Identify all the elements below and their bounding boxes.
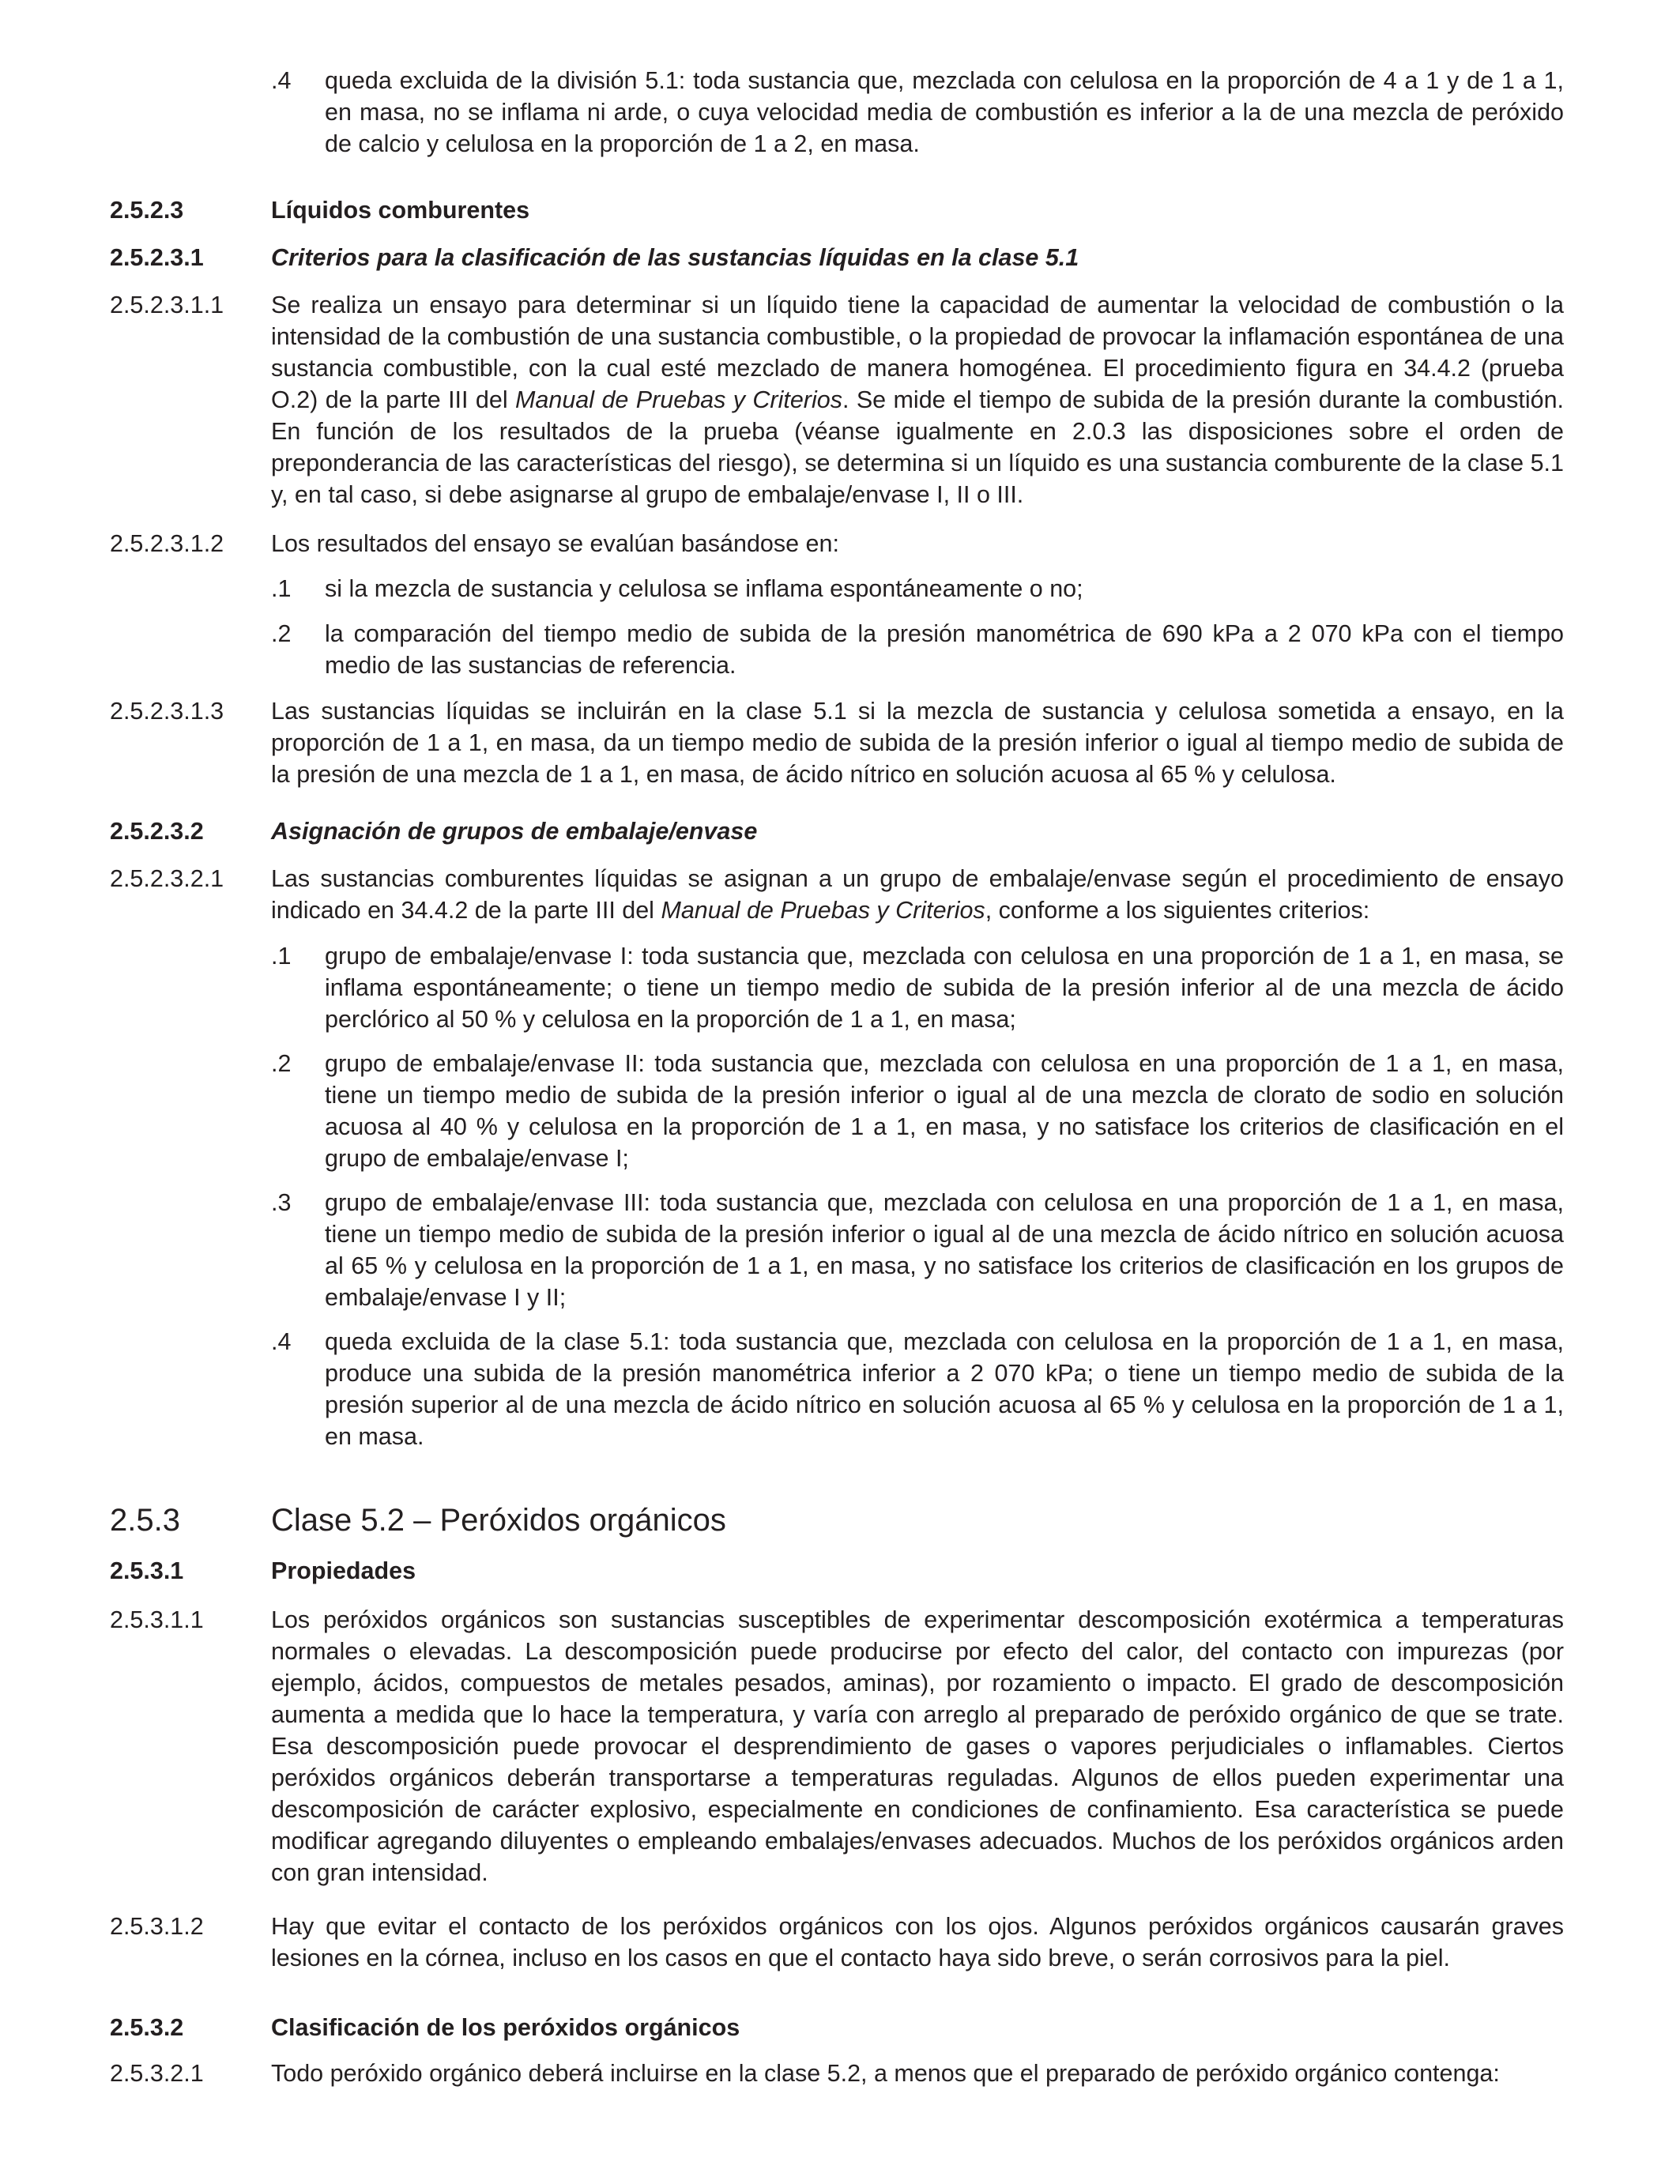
subsection-heading [110,242,1564,273]
section-number: 2.5.2.3.2 [110,818,204,845]
list-marker: .2 [271,1050,292,1077]
section-title: Criterios para la clasificación de las sustancias líquidas en la clase 5.1 [271,244,1079,271]
paragraph-number: 2.5.2.3.1.2 [110,530,224,557]
list-item-text: si la mezcla de sustancia y celulosa se inflama espontáneamente o no; [325,575,1083,602]
list-item-text: la comparación del tiempo medio de subida de la presión manométrica de 690 kPa a 2 070 kPa con el tiempo medio de las sustancias de referencia. [325,620,1564,679]
list-item-text: queda excluida de la división 5.1: toda sustancia que, mezclada con celulosa en la proporción de 4 a 1 y de 1 a 1, en masa, no se inflama ni arde, o cuya velocidad media de combustión es inferior a la de una mezcla de peróxido de calcio y celulosa en la proporción de 1 a 2, en masa. [325,67,1564,157]
list-item-text: grupo de embalaje/envase I: toda sustancia que, mezclada con celulosa en una proporción de 1 a 1, en masa, se inflama espontáneamente; o tiene un tiempo medio de subida de la presión inferior al de una mezcla de ácido perclórico al 50 % y celulosa en la proporción de 1 a 1, en masa; [325,943,1564,1033]
list-item-text: queda excluida de la clase 5.1: toda sustancia que, mezclada con celulosa en la proporción de 1 a 1, en masa, produce una subida de la presión manométrica inferior a 2 070 kPa; o tiene un tiempo medio de subida de la presión superior al de una mezcla de ácido nítrico en solución acuosa al 65 % y celulosa en la proporción de 1 a 1, en masa. [325,1328,1564,1450]
list-marker: .1 [271,575,292,602]
paragraph [110,2058,1564,2089]
section-title: Propiedades [271,1557,416,1584]
paragraph [110,1604,1564,1888]
paragraph-text [271,863,1564,926]
list-item-text: grupo de embalaje/envase II: toda sustancia que, mezclada con celulosa en una proporción de 1 a 1, en masa, tiene un tiempo medio de subida de la presión inferior o igual al de una mezcla de clorato de sodio en solución acuosa al 40 % y celulosa en la proporción de 1 a 1, en masa, y no satisface los criterios de clasificación en el grupo de embalaje/envase I; [325,1050,1564,1172]
list-marker: .3 [271,1189,292,1216]
subsection-heading [110,815,1564,847]
paragraph-text: Los peróxidos orgánicos son sustancias susceptibles de experimentar descomposición exotérmica a temperaturas normales o elevadas. La descomposición puede producirse por efecto del calor, del contacto con impurezas (por ejemplo, ácidos, compuestos de metales pesados, aminas), por rozamiento o impacto. El grado de descomposición aumenta a medida que lo hace la temperatura, y varía con arreglo al preparado de peróxido orgánico de que se trate. Esa descomposición puede provocar el desprendimiento de gases o vapores perjudiciales o inflamables. Ciertos peróxidos orgánicos deberán transportarse a temperaturas reguladas. Algunos de ellos pueden experimentar una descomposición de carácter explosivo, especialmente en condiciones de confinamiento. Esa característica se puede modificar agregando diluyentes o empleando embalajes/envases adecuados. Muchos de los peróxidos orgánicos arden con gran intensidad. [271,1606,1564,1886]
paragraph-number: 2.5.2.3.2.1 [110,865,224,892]
paragraph-text: Hay que evitar el contacto de los peróxidos orgánicos con los ojos. Algunos peróxidos orgánicos causarán graves lesiones en la córnea, incluso en los casos en que el contacto haya sido breve, o serán corrosivos para la piel. [271,1913,1564,1971]
text-run: . Se mide el tiempo de subida de la presión durante la combustión. En función de los resultados de la prueba (véanse igualmente en 2.0.3 las disposiciones sobre el orden de preponderancia de las características del riesgo), se determina si un líquido es una sustancia comburente de la clase 5.1 y, en tal caso, si debe asignarse al grupo de embalaje/envase I, II o III. [271,386,1565,508]
paragraph-number: 2.5.3.1.2 [110,1913,204,1940]
list-item [271,1326,1564,1452]
list-item [271,1048,1564,1174]
list-marker: .4 [271,1328,292,1355]
section-title: Clasificación de los peróxidos orgánicos [271,2014,740,2041]
list-item-text: grupo de embalaje/envase III: toda sustancia que, mezclada con celulosa en una proporción de 1 a 1, en masa, tiene un tiempo medio de subida de la presión inferior o igual al de una mezcla de ácido nítrico en solución acuosa al 65 % y celulosa en la proporción de 1 a 1, en masa, y no satisface los criterios de clasificación en los grupos de embalaje/envase I y II; [325,1189,1564,1311]
list-marker: .1 [271,943,292,970]
text-run: Se realiza un ensayo para determinar si un líquido tiene la capacidad de aumentar la velocidad de combustión o la intensidad de la combustión de una sustancia combustible, o la propiedad de provocar la inflamación espontánea de una sustancia combustible, con la cual esté mezclado de manera homogénea. El procedimiento figura en 34.4.2 (prueba O.2) de la parte III del [271,292,1564,413]
paragraph-text: Los resultados del ensayo se evalúan basándose en: [271,530,839,557]
paragraph-text: Todo peróxido orgánico deberá incluirse en la clase 5.2, a menos que el preparado de peróxido orgánico contenga: [271,2060,1500,2087]
paragraph-number: 2.5.2.3.1.3 [110,698,224,725]
section-number: 2.5.3.2 [110,2014,184,2041]
section-title: Clase 5.2 – Peróxidos orgánicos [271,1503,726,1538]
text-run: Las sustancias comburentes líquidas se asignan a un grupo de embalaje/envase según el procedimiento de ensayo indicado en 34.4.2 de la parte III del [271,865,1564,924]
section-number: 2.5.2.3 [110,197,184,224]
list-marker: .4 [271,67,292,94]
section-heading [110,2012,1564,2043]
section-title: Líquidos comburentes [271,197,530,224]
section-title: Asignación de grupos de embalaje/envase [271,818,758,845]
list-marker: .2 [271,620,292,647]
list-item [271,618,1564,681]
manual-title: Manual de Pruebas y Criterios [515,386,842,413]
paragraph-number: 2.5.3.2.1 [110,2060,204,2087]
list-item [271,573,1564,604]
section-heading [110,1555,1564,1587]
paragraph [110,1911,1564,1974]
list-item [271,1187,1564,1313]
section-number: 2.5.2.3.1 [110,244,204,271]
manual-title: Manual de Pruebas y Criterios [661,897,985,924]
section-number: 2.5.3.1 [110,1557,184,1584]
section-heading [110,194,1564,226]
paragraph [110,695,1564,790]
text-run: , conforme a los siguientes criterios: [985,897,1370,924]
list-item [271,65,1564,160]
paragraph-number: 2.5.2.3.1.1 [110,292,224,318]
paragraph [110,863,1564,926]
paragraph-text [271,289,1564,510]
paragraph [110,289,1564,510]
section-number: 2.5.3 [110,1503,180,1538]
paragraph [110,528,1564,559]
list-item [271,940,1564,1035]
paragraph-number: 2.5.3.1.1 [110,1606,204,1633]
paragraph-text: Las sustancias líquidas se incluirán en la clase 5.1 si la mezcla de sustancia y celulosa sometida a ensayo, en la proporción de 1 a 1, en masa, da un tiempo medio de subida de la presión inferior o igual al tiempo medio de subida de la presión de una mezcla de 1 a 1, en masa, de ácido nítrico en solución acuosa al 65 % y celulosa. [271,698,1564,788]
chapter-heading [110,1500,1564,1541]
